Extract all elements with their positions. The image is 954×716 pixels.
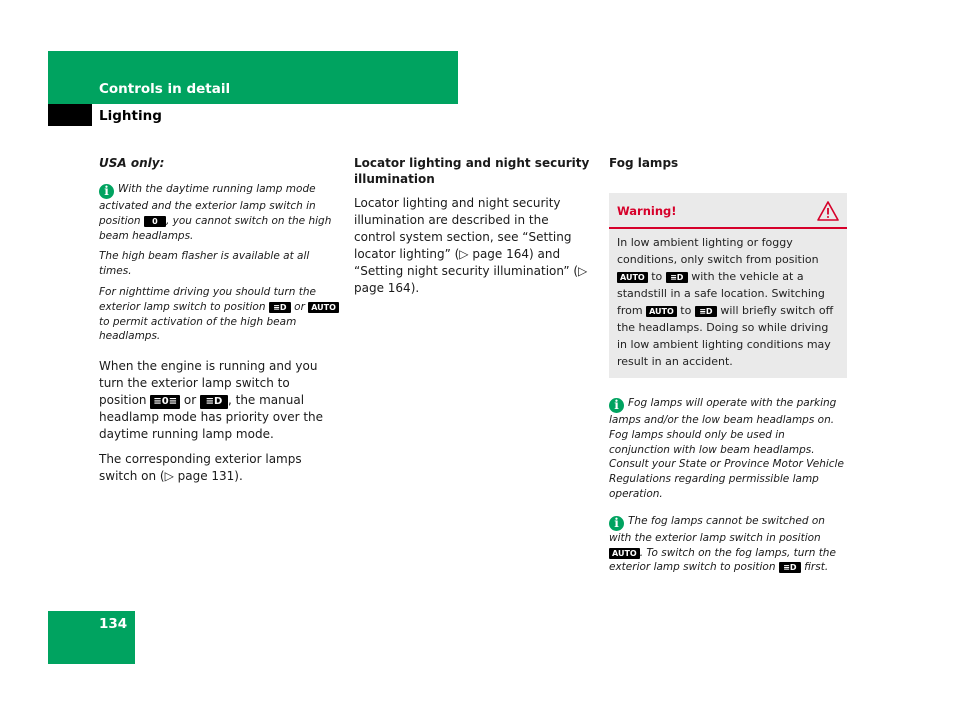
header-bar (48, 51, 458, 104)
column-left (99, 155, 339, 493)
info-icon: i (609, 516, 624, 531)
section-tab-marker (48, 104, 92, 126)
low-beam-key: ≡D (200, 395, 228, 409)
auto-key: AUTO (308, 302, 339, 313)
warning-header (609, 193, 847, 229)
info-note-fog-operation: i Fog lamps will operate with the parking lamps and/or the low beam headlamps on. Fog lamps should only be used in conjunction with low beam headlamps. Consult your State or Province Motor Vehicle Regulations regarding permissible lamp operation. (609, 397, 844, 500)
parking-lamp-key: ≡0≡ (150, 395, 180, 409)
info-icon: i (609, 398, 624, 413)
note-high-beam-flasher: The high beam flasher is available at all times. (99, 250, 310, 278)
locator-lighting-text: Locator lighting and night security illumination are described in the control system section, see “Setting locator lighting” (▷ page 164) and “Setting night security illumination” (▷ page 164). (354, 196, 588, 295)
warning-box (609, 193, 847, 378)
warning-title: Warning! (617, 203, 677, 218)
section-title: Controls in detail (99, 81, 231, 97)
usa-only-heading: USA only: (99, 156, 165, 170)
para-manual-headlamp: When the engine is running and you turn the exterior lamp switch to position ≡0≡ or ≡D , the manual headlamp mode has priority over the daytime running lamp mode. (99, 359, 324, 442)
para-exterior-lamps: The corresponding exterior lamps switch on (▷ page 131). (99, 452, 302, 484)
auto-key: AUTO (609, 548, 640, 559)
switch-position-0-key: 0 (144, 216, 166, 227)
page-number-block (48, 611, 135, 664)
auto-key: AUTO (646, 306, 677, 317)
page-subtitle: Lighting (99, 108, 162, 124)
warning-text: In low ambient lighting or foggy conditions, only switch from position AUTO to ≡D with the vehicle at a standstill in a safe location. Switching from AUTO to ≡D will briefly switch off the headlamps. Doing so while driving in low ambient lighting conditions may result in an accident. (617, 236, 834, 368)
page-number: 134 (99, 616, 128, 632)
note-nighttime-driving: For nighttime driving you should turn the exterior lamp switch to position ≡D or AUTO to permit activation of the high beam headlamps. (99, 285, 339, 344)
low-beam-key: ≡D (666, 272, 688, 283)
locator-lighting-heading: Locator lighting and night security illumination (354, 156, 590, 186)
info-note-daytime: i With the daytime running lamp mode activated and the exterior lamp switch in position 0 , you cannot switch on the high beam headlamps. (99, 183, 332, 242)
auto-key: AUTO (617, 272, 648, 283)
low-beam-key: ≡D (695, 306, 717, 317)
info-icon: i (99, 184, 114, 199)
info-note-fog-switch: i The fog lamps cannot be switched on with the exterior lamp switch in position AUTO . To switch on the fog lamps, turn the exterior lamp switch to position ≡D first. (609, 514, 836, 574)
column-middle (354, 155, 594, 305)
warning-triangle-icon (817, 201, 839, 221)
low-beam-key: ≡D (779, 562, 801, 573)
fog-lamps-heading: Fog lamps (609, 156, 679, 170)
low-beam-key: ≡D (269, 302, 291, 313)
column-right (609, 155, 847, 581)
